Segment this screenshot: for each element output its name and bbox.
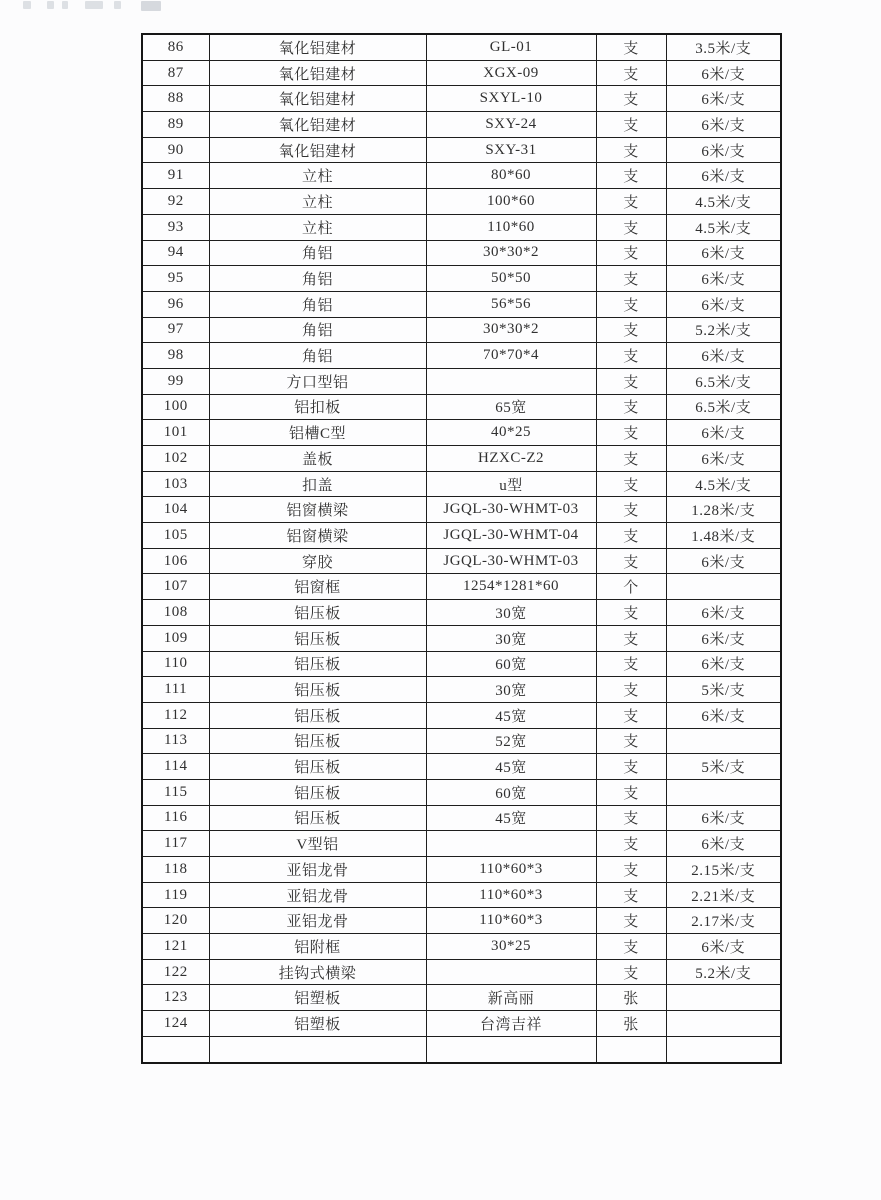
cell-spec: 40*25 bbox=[426, 420, 596, 446]
cell-spec: 1254*1281*60 bbox=[426, 574, 596, 600]
cell-name: 铝窗框 bbox=[209, 574, 426, 600]
cell-name: 铝压板 bbox=[209, 651, 426, 677]
table-row bbox=[142, 651, 781, 677]
cell-spec: 56*56 bbox=[426, 291, 596, 317]
cell-name: 亚铝龙骨 bbox=[209, 857, 426, 883]
table-row bbox=[142, 625, 781, 651]
table-row bbox=[142, 857, 781, 883]
cell-index: 117 bbox=[142, 831, 209, 857]
cell-index: 104 bbox=[142, 497, 209, 523]
cell-length: 6.5米/支 bbox=[666, 394, 781, 420]
cell-length: 6米/支 bbox=[666, 420, 781, 446]
cell-index: 87 bbox=[142, 60, 209, 86]
cell-unit: 支 bbox=[596, 959, 666, 985]
cell-spec bbox=[426, 831, 596, 857]
cell-spec: JGQL-30-WHMT-03 bbox=[426, 497, 596, 523]
cell-spec: 110*60 bbox=[426, 214, 596, 240]
cell-name: 亚铝龙骨 bbox=[209, 882, 426, 908]
cell-length: 6米/支 bbox=[666, 548, 781, 574]
cell-length: 1.28米/支 bbox=[666, 497, 781, 523]
cell-name: 铝压板 bbox=[209, 625, 426, 651]
cell-unit: 支 bbox=[596, 702, 666, 728]
cell-spec: 60宽 bbox=[426, 779, 596, 805]
table-row bbox=[142, 779, 781, 805]
cell-index: 105 bbox=[142, 523, 209, 549]
table-row bbox=[142, 600, 781, 626]
table-row bbox=[142, 240, 781, 266]
cell-name: 铝压板 bbox=[209, 600, 426, 626]
cell-spec: 110*60*3 bbox=[426, 908, 596, 934]
cell-spec bbox=[426, 959, 596, 985]
cell-name: 氧化铝建材 bbox=[209, 60, 426, 86]
cell-name: 角铝 bbox=[209, 291, 426, 317]
cell-index: 86 bbox=[142, 34, 209, 60]
cell-name: 穿胶 bbox=[209, 548, 426, 574]
cell-unit: 支 bbox=[596, 625, 666, 651]
cell-name: 氧化铝建材 bbox=[209, 86, 426, 112]
cell-name: 铝窗横梁 bbox=[209, 523, 426, 549]
cell-spec: SXYL-10 bbox=[426, 86, 596, 112]
cell-spec: SXY-31 bbox=[426, 137, 596, 163]
scan-artifact bbox=[23, 1, 31, 9]
cell-unit: 支 bbox=[596, 497, 666, 523]
cell-index: 110 bbox=[142, 651, 209, 677]
cell-unit: 支 bbox=[596, 163, 666, 189]
table-row bbox=[142, 60, 781, 86]
cell-unit: 支 bbox=[596, 754, 666, 780]
table-row bbox=[142, 471, 781, 497]
materials-table-body bbox=[142, 34, 781, 1063]
cell-length: 2.15米/支 bbox=[666, 857, 781, 883]
cell-length: 6米/支 bbox=[666, 240, 781, 266]
cell-length: 6米/支 bbox=[666, 291, 781, 317]
cell-unit: 支 bbox=[596, 779, 666, 805]
cell-index: 122 bbox=[142, 959, 209, 985]
cell-index: 102 bbox=[142, 446, 209, 472]
cell-spec bbox=[426, 368, 596, 394]
cell-unit: 支 bbox=[596, 523, 666, 549]
cell-name: 氧化铝建材 bbox=[209, 137, 426, 163]
cell-index: 123 bbox=[142, 985, 209, 1011]
scan-artifact bbox=[141, 1, 161, 11]
cell-unit: 支 bbox=[596, 882, 666, 908]
cell-name: 氧化铝建材 bbox=[209, 34, 426, 60]
cell-length: 6米/支 bbox=[666, 163, 781, 189]
cell-name: 铝压板 bbox=[209, 754, 426, 780]
cell-spec: 100*60 bbox=[426, 189, 596, 215]
materials-table bbox=[141, 33, 782, 1064]
cell-length: 5.2米/支 bbox=[666, 959, 781, 985]
cell-unit: 支 bbox=[596, 651, 666, 677]
table-row bbox=[142, 189, 781, 215]
cell-name bbox=[209, 1036, 426, 1062]
scan-artifact bbox=[47, 1, 54, 9]
cell-name: 角铝 bbox=[209, 266, 426, 292]
cell-length: 6米/支 bbox=[666, 266, 781, 292]
cell-length: 6米/支 bbox=[666, 651, 781, 677]
cell-length: 6.5米/支 bbox=[666, 368, 781, 394]
scan-artifact bbox=[62, 1, 68, 9]
cell-unit: 支 bbox=[596, 266, 666, 292]
cell-unit: 支 bbox=[596, 934, 666, 960]
cell-length: 3.5米/支 bbox=[666, 34, 781, 60]
table-row bbox=[142, 1011, 781, 1037]
cell-length: 4.5米/支 bbox=[666, 189, 781, 215]
cell-length: 1.48米/支 bbox=[666, 523, 781, 549]
cell-spec: 台湾吉祥 bbox=[426, 1011, 596, 1037]
cell-index: 100 bbox=[142, 394, 209, 420]
cell-index: 116 bbox=[142, 805, 209, 831]
cell-name: 角铝 bbox=[209, 343, 426, 369]
cell-spec: 30宽 bbox=[426, 625, 596, 651]
cell-length bbox=[666, 985, 781, 1011]
cell-unit: 支 bbox=[596, 805, 666, 831]
cell-index: 109 bbox=[142, 625, 209, 651]
cell-index: 93 bbox=[142, 214, 209, 240]
cell-index: 120 bbox=[142, 908, 209, 934]
cell-length: 4.5米/支 bbox=[666, 214, 781, 240]
cell-length: 6米/支 bbox=[666, 446, 781, 472]
table-row bbox=[142, 728, 781, 754]
cell-name: 盖板 bbox=[209, 446, 426, 472]
cell-length: 6米/支 bbox=[666, 137, 781, 163]
cell-index: 119 bbox=[142, 882, 209, 908]
table-row bbox=[142, 959, 781, 985]
cell-name: 铝附框 bbox=[209, 934, 426, 960]
cell-name: 铝塑板 bbox=[209, 985, 426, 1011]
table-row bbox=[142, 343, 781, 369]
cell-unit: 支 bbox=[596, 112, 666, 138]
cell-index: 111 bbox=[142, 677, 209, 703]
cell-name: 铝压板 bbox=[209, 677, 426, 703]
cell-length: 6米/支 bbox=[666, 831, 781, 857]
cell-spec: 50*50 bbox=[426, 266, 596, 292]
table-row bbox=[142, 677, 781, 703]
cell-unit: 支 bbox=[596, 908, 666, 934]
cell-name: 铝压板 bbox=[209, 779, 426, 805]
cell-index: 92 bbox=[142, 189, 209, 215]
cell-index: 107 bbox=[142, 574, 209, 600]
cell-name: 铝压板 bbox=[209, 805, 426, 831]
cell-length: 6米/支 bbox=[666, 343, 781, 369]
cell-length: 6米/支 bbox=[666, 600, 781, 626]
cell-spec: 110*60*3 bbox=[426, 857, 596, 883]
cell-index: 90 bbox=[142, 137, 209, 163]
cell-unit: 支 bbox=[596, 857, 666, 883]
cell-index: 114 bbox=[142, 754, 209, 780]
cell-spec bbox=[426, 1036, 596, 1062]
cell-name: 立柱 bbox=[209, 214, 426, 240]
table-row bbox=[142, 523, 781, 549]
cell-name: V型铝 bbox=[209, 831, 426, 857]
cell-length: 5.2米/支 bbox=[666, 317, 781, 343]
cell-unit: 支 bbox=[596, 291, 666, 317]
cell-spec: 45宽 bbox=[426, 805, 596, 831]
cell-spec: 30*25 bbox=[426, 934, 596, 960]
cell-name: 角铝 bbox=[209, 317, 426, 343]
cell-unit: 支 bbox=[596, 420, 666, 446]
table-row bbox=[142, 1036, 781, 1062]
cell-length: 6米/支 bbox=[666, 86, 781, 112]
scan-artifact bbox=[114, 1, 121, 9]
cell-spec: 52宽 bbox=[426, 728, 596, 754]
table-row bbox=[142, 420, 781, 446]
table-row bbox=[142, 446, 781, 472]
cell-index: 112 bbox=[142, 702, 209, 728]
cell-spec: 70*70*4 bbox=[426, 343, 596, 369]
cell-index: 98 bbox=[142, 343, 209, 369]
cell-spec: 45宽 bbox=[426, 702, 596, 728]
table-row bbox=[142, 163, 781, 189]
cell-index: 101 bbox=[142, 420, 209, 446]
cell-length: 6米/支 bbox=[666, 112, 781, 138]
cell-unit: 支 bbox=[596, 831, 666, 857]
cell-unit: 支 bbox=[596, 343, 666, 369]
table-row bbox=[142, 291, 781, 317]
table-row bbox=[142, 368, 781, 394]
cell-spec: 60宽 bbox=[426, 651, 596, 677]
cell-unit: 支 bbox=[596, 240, 666, 266]
cell-spec: JGQL-30-WHMT-04 bbox=[426, 523, 596, 549]
cell-name: 立柱 bbox=[209, 163, 426, 189]
table-row bbox=[142, 754, 781, 780]
cell-index: 106 bbox=[142, 548, 209, 574]
cell-index: 115 bbox=[142, 779, 209, 805]
cell-spec: 30*30*2 bbox=[426, 240, 596, 266]
cell-length: 6米/支 bbox=[666, 625, 781, 651]
cell-spec: 新高丽 bbox=[426, 985, 596, 1011]
cell-unit: 支 bbox=[596, 60, 666, 86]
cell-name: 铝压板 bbox=[209, 728, 426, 754]
cell-unit: 个 bbox=[596, 574, 666, 600]
cell-index: 113 bbox=[142, 728, 209, 754]
cell-spec: 30*30*2 bbox=[426, 317, 596, 343]
cell-unit: 支 bbox=[596, 394, 666, 420]
cell-unit: 张 bbox=[596, 1011, 666, 1037]
cell-spec: GL-01 bbox=[426, 34, 596, 60]
cell-length bbox=[666, 574, 781, 600]
cell-length bbox=[666, 1011, 781, 1037]
table-row bbox=[142, 831, 781, 857]
cell-spec: XGX-09 bbox=[426, 60, 596, 86]
cell-name: 铝槽C型 bbox=[209, 420, 426, 446]
cell-length bbox=[666, 728, 781, 754]
table-row bbox=[142, 574, 781, 600]
table-row bbox=[142, 34, 781, 60]
table-row bbox=[142, 702, 781, 728]
cell-index: 95 bbox=[142, 266, 209, 292]
cell-length: 2.21米/支 bbox=[666, 882, 781, 908]
cell-length: 5米/支 bbox=[666, 677, 781, 703]
cell-index: 96 bbox=[142, 291, 209, 317]
cell-length: 2.17米/支 bbox=[666, 908, 781, 934]
table-row bbox=[142, 214, 781, 240]
cell-length: 5米/支 bbox=[666, 754, 781, 780]
cell-length: 6米/支 bbox=[666, 60, 781, 86]
cell-index bbox=[142, 1036, 209, 1062]
cell-spec: 45宽 bbox=[426, 754, 596, 780]
table-row bbox=[142, 908, 781, 934]
table-row bbox=[142, 985, 781, 1011]
cell-name: 挂钩式横梁 bbox=[209, 959, 426, 985]
cell-unit bbox=[596, 1036, 666, 1062]
cell-name: 铝塑板 bbox=[209, 1011, 426, 1037]
cell-length bbox=[666, 1036, 781, 1062]
cell-name: 扣盖 bbox=[209, 471, 426, 497]
cell-name: 氧化铝建材 bbox=[209, 112, 426, 138]
cell-unit: 支 bbox=[596, 548, 666, 574]
table-row bbox=[142, 934, 781, 960]
cell-unit: 支 bbox=[596, 471, 666, 497]
cell-length bbox=[666, 779, 781, 805]
cell-unit: 支 bbox=[596, 317, 666, 343]
cell-unit: 支 bbox=[596, 86, 666, 112]
cell-index: 118 bbox=[142, 857, 209, 883]
cell-unit: 支 bbox=[596, 214, 666, 240]
cell-name: 角铝 bbox=[209, 240, 426, 266]
cell-name: 方口型铝 bbox=[209, 368, 426, 394]
cell-index: 124 bbox=[142, 1011, 209, 1037]
cell-spec: 30宽 bbox=[426, 677, 596, 703]
cell-unit: 张 bbox=[596, 985, 666, 1011]
cell-name: 立柱 bbox=[209, 189, 426, 215]
table-row bbox=[142, 394, 781, 420]
cell-unit: 支 bbox=[596, 137, 666, 163]
table-row bbox=[142, 497, 781, 523]
table-row bbox=[142, 137, 781, 163]
cell-unit: 支 bbox=[596, 34, 666, 60]
cell-spec: 65宽 bbox=[426, 394, 596, 420]
cell-length: 4.5米/支 bbox=[666, 471, 781, 497]
table-row bbox=[142, 317, 781, 343]
cell-length: 6米/支 bbox=[666, 934, 781, 960]
cell-spec: JGQL-30-WHMT-03 bbox=[426, 548, 596, 574]
table-row bbox=[142, 86, 781, 112]
cell-index: 99 bbox=[142, 368, 209, 394]
cell-unit: 支 bbox=[596, 677, 666, 703]
cell-unit: 支 bbox=[596, 368, 666, 394]
cell-name: 亚铝龙骨 bbox=[209, 908, 426, 934]
table-row bbox=[142, 882, 781, 908]
cell-index: 108 bbox=[142, 600, 209, 626]
cell-spec: SXY-24 bbox=[426, 112, 596, 138]
cell-spec: 30宽 bbox=[426, 600, 596, 626]
cell-spec: HZXC-Z2 bbox=[426, 446, 596, 472]
cell-unit: 支 bbox=[596, 728, 666, 754]
cell-length: 6米/支 bbox=[666, 805, 781, 831]
cell-spec: u型 bbox=[426, 471, 596, 497]
cell-unit: 支 bbox=[596, 189, 666, 215]
cell-index: 91 bbox=[142, 163, 209, 189]
table-row bbox=[142, 548, 781, 574]
cell-index: 94 bbox=[142, 240, 209, 266]
cell-index: 103 bbox=[142, 471, 209, 497]
cell-name: 铝窗横梁 bbox=[209, 497, 426, 523]
cell-length: 6米/支 bbox=[666, 702, 781, 728]
cell-unit: 支 bbox=[596, 446, 666, 472]
table-row bbox=[142, 112, 781, 138]
cell-unit: 支 bbox=[596, 600, 666, 626]
cell-index: 97 bbox=[142, 317, 209, 343]
cell-spec: 110*60*3 bbox=[426, 882, 596, 908]
table-row bbox=[142, 266, 781, 292]
table-row bbox=[142, 805, 781, 831]
cell-name: 铝压板 bbox=[209, 702, 426, 728]
cell-index: 121 bbox=[142, 934, 209, 960]
cell-index: 89 bbox=[142, 112, 209, 138]
cell-index: 88 bbox=[142, 86, 209, 112]
scan-artifact bbox=[85, 1, 103, 9]
cell-name: 铝扣板 bbox=[209, 394, 426, 420]
cell-spec: 80*60 bbox=[426, 163, 596, 189]
